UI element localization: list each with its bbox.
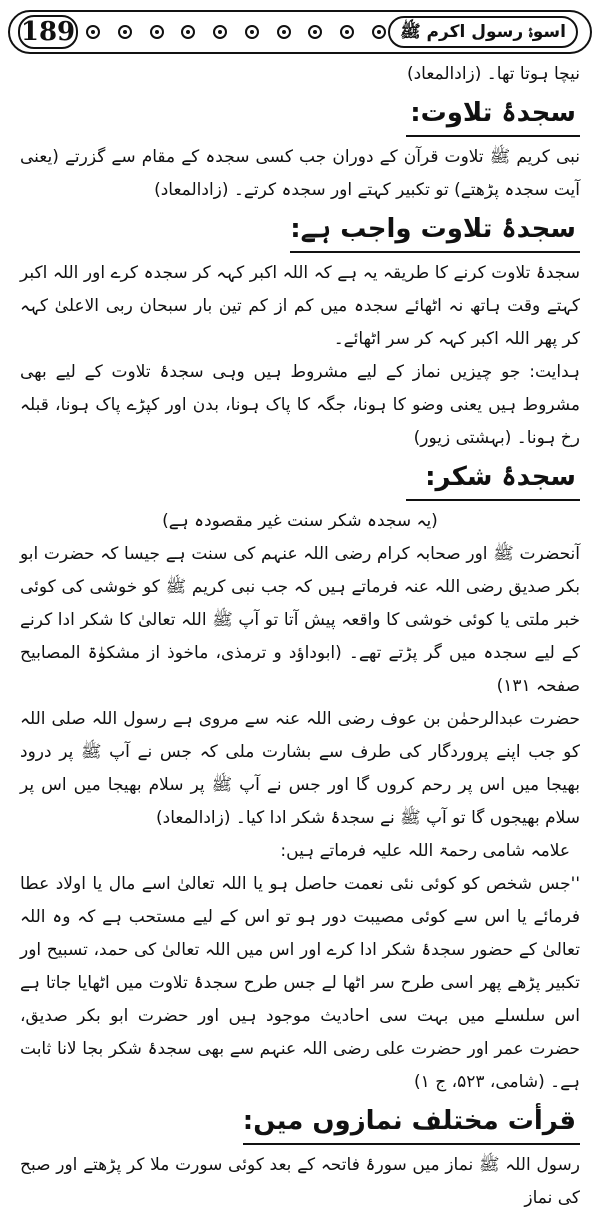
ornament-icon — [86, 25, 100, 39]
ornament-icon — [181, 25, 195, 39]
ornament-icon — [308, 25, 322, 39]
note-line: (یہ سجدہ شکر سنت غیر مقصودہ ہے) — [162, 511, 438, 531]
ornament-icon — [118, 25, 132, 39]
section-heading — [20, 209, 580, 253]
ornament-icon — [372, 25, 386, 39]
section-heading — [20, 93, 580, 137]
header-ornaments — [86, 22, 386, 42]
section-heading — [20, 457, 580, 501]
paragraph: سجدۂ تلاوت کرنے کا طریقہ یہ ہے کہ اللہ اکبر کہہ کر سجدہ کرے اور اللہ اکبر کہتے وقت ہاتھ نہ اٹھائے سجدہ میں کم از کم تین بار سبحان ربی الاعلیٰ کہہ کر پھر اللہ اکبر کہہ کر سر اٹھائے۔ — [20, 263, 580, 349]
running-title: اسوۂ رسول اکرم ﷺ — [388, 16, 578, 48]
ornament-icon — [277, 25, 291, 39]
section-heading-text: قرأت مختلف نمازوں میں: — [243, 1101, 580, 1145]
ornament-icon — [245, 25, 259, 39]
page-number: 189 — [18, 15, 78, 49]
section-heading — [20, 1101, 580, 1145]
page-header — [8, 10, 592, 54]
quote-paragraph: ''جس شخص کو کوئی نئی نعمت حاصل ہو یا اللہ تعالیٰ اسے مال یا اولاد عطا فرمائے یا اس سے کوئی مصیبت دور ہو تو اس کے لیے مستحب ہے کہ وہ اللہ تعالیٰ کے حضور سجدۂ شکر ادا کرے اور اس میں اللہ تعالیٰ کی حمد، تسبیح اور تکبیر پڑھے پھر اسی طرح سر اٹھا لے جس طرح سجدۂ تلاوت میں اٹھایا جاتا ہے اس سلسلے میں بہت سی احادیث موجود ہیں اور حضرت ابو بکر صدیق، حضرت عمر اور حضرت علی رضی اللہ عنہم سے بھی سجدۂ شکر بجا لانا ثابت ہے۔ (شامی، ۵۲۳، ج ۱) — [20, 874, 580, 1092]
ornament-icon — [150, 25, 164, 39]
section-heading-text: سجدۂ شکر: — [406, 457, 580, 501]
ornament-icon — [213, 25, 227, 39]
section-heading-text: سجدۂ تلاوت واجب ہے: — [290, 209, 580, 253]
paragraph: آنحضرت ﷺ اور صحابہ کرام رضی اللہ عنہم کی سنت ہے جیسا کہ حضرت ابو بکر صدیق رضی اللہ عنہ فرماتے ہیں کہ جب نبی کریم ﷺ کو خوشی کی کوئی خبر ملتی یا کوئی خوشی کا واقعہ پیش آتا تو آپ ﷺ اللہ تعالیٰ کا شکر ادا کرنے کے لیے سجدہ میں گر پڑتے تھے۔ (ابوداؤد و ترمذی، ماخوذ از مشکوٰۃ المصابیح صفحہ ۱۳۱) — [20, 544, 580, 696]
paragraph: نبی کریم ﷺ تلاوت قرآن کے دوران جب کسی سجدہ کے مقام سے گزرتے (یعنی آیت سجدہ پڑھتے) تو تکبیر کہتے اور سجدہ کرتے۔ (زادالمعاد) — [20, 147, 580, 200]
paragraph: رسول اللہ ﷺ نماز میں سورۂ فاتحہ کے بعد کوئی سورت ملا کر پڑھتے اور صبح کی نماز — [20, 1155, 580, 1208]
paragraph: ہدایت: جو چیزیں نماز کے لیے مشروط ہیں وہی سجدۂ تلاوت کے لیے بھی مشروط ہیں یعنی وضو کا ہونا، جگہ کا پاک ہونا، بدن اور کپڑے پاک ہونا، قبلہ رخ ہونا۔ (بہشتی زیور) — [20, 362, 580, 448]
ornament-icon — [340, 25, 354, 39]
paragraph: حضرت عبدالرحمٰن بن عوف رضی اللہ عنہ سے مروی ہے رسول اللہ صلی اللہ کو جب اپنے پروردگار کی طرف سے بشارت ملی کہ جس نے آپ ﷺ پر درود بھیجا میں اس پر رحم کروں گا اور جس نے آپ ﷺ پر سلام بھیجا میں اس پر سلام بھیجوں گا تو آپ ﷺ نے سجدۂ شکر ادا کیا۔ (زادالمعاد) — [20, 709, 580, 828]
continuation-line: نیچا ہوتا تھا۔ (زادالمعاد) — [406, 64, 580, 84]
section-heading-text: سجدۂ تلاوت: — [406, 93, 580, 137]
page-body — [20, 58, 580, 1215]
quote-intro: علامہ شامی رحمۃ اللہ علیہ فرماتے ہیں: — [280, 841, 570, 861]
